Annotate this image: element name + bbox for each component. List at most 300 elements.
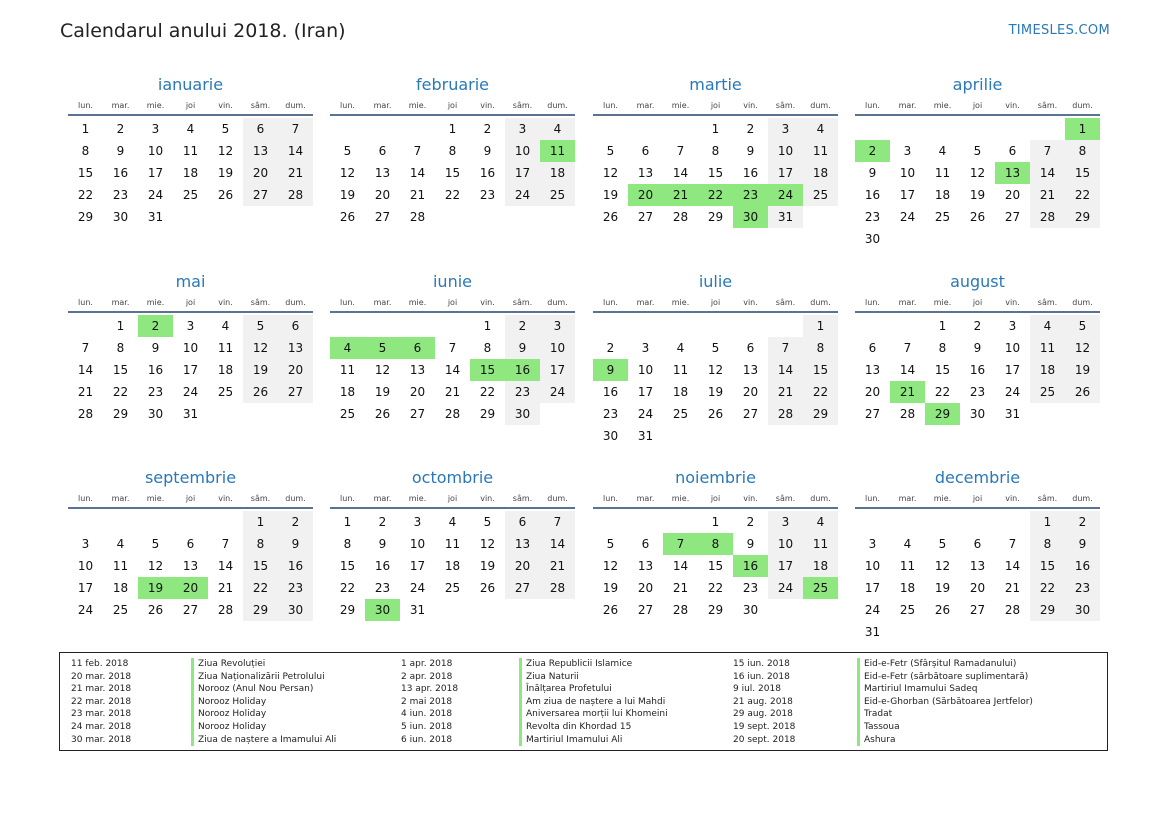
day-cell: 3 [81,537,90,551]
week-row [330,184,575,206]
day-cell: 4 [116,537,125,551]
day-cell: 8 [81,144,90,158]
day-cell: 26 [969,210,986,224]
week-row [68,403,313,425]
day-cell: 7 [413,144,422,158]
day-cell: 27 [637,603,654,617]
day-cell: 4 [1030,315,1065,337]
day-cell: 13 [409,363,426,377]
week-row [593,337,838,359]
day-cell: 17 [1004,363,1021,377]
day-cell: 1 [711,122,720,136]
holiday-names-column [191,658,336,746]
empty-day-cell [138,511,173,533]
empty-day-cell [663,511,698,533]
day-cell: 26 [602,210,619,224]
holiday-day-cell: 1 [1065,118,1100,140]
weekday-header [68,493,313,509]
month-februarie [330,73,575,228]
day-cell: 26 [707,407,724,421]
empty-day-cell [995,621,1030,643]
week-row [593,359,838,381]
week-row [68,511,313,533]
week-row [68,359,313,381]
weekday-label: mie. [408,494,427,503]
day-cell: 5 [606,537,615,551]
month-name: martie [689,75,742,94]
day-cell: 18 [899,581,916,595]
holiday-name: Norooz Holiday [198,721,267,732]
day-cell: 2 [278,511,313,533]
day-cell: 9 [151,341,160,355]
weekday-label: lun. [340,494,355,503]
day-cell: 28 [278,184,313,206]
holiday-dates-column [733,658,795,746]
day-cell: 24 [899,210,916,224]
day-cell: 30 [742,603,759,617]
holiday-name: Eid-e-Fetr (Sfârșitul Ramadanului) [864,659,1017,669]
day-cell: 19 [374,385,391,399]
month-octombrie [330,466,575,621]
day-cell: 8 [803,337,838,359]
holiday-date: 19 sept. 2018 [733,721,796,732]
weekday-label: joi [185,101,196,110]
day-cell: 14 [278,140,313,162]
empty-day-cell [855,315,890,337]
day-cell: 3 [413,515,422,529]
day-cell: 29 [243,599,278,621]
day-cell: 7 [768,337,803,359]
day-cell: 6 [641,537,650,551]
day-cell: 29 [339,603,356,617]
week-row [593,315,838,337]
day-cell: 7 [278,118,313,140]
week-row [330,511,575,533]
day-cell: 12 [374,363,391,377]
holiday-day-cell: 5 [365,337,400,359]
month-ianuarie [68,73,313,228]
month-name: februarie [415,75,490,94]
weekday-label: sâm. [512,494,533,503]
day-cell: 1 [711,515,720,529]
day-cell: 2 [606,341,615,355]
day-cell: 13 [374,166,391,180]
day-cell: 17 [768,555,803,577]
empty-day-cell [173,206,208,228]
day-cell: 5 [221,122,230,136]
day-cell: 8 [448,144,457,158]
week-row [68,381,313,403]
empty-day-cell [243,206,278,228]
day-cell: 22 [479,385,496,399]
weekday-header [593,100,838,116]
day-cell: 22 [1030,577,1065,599]
weekday-label: mie. [146,298,165,307]
day-cell: 19 [602,188,619,202]
day-cell: 16 [479,166,496,180]
day-cell: 4 [221,319,230,333]
day-cell: 15 [243,555,278,577]
day-cell: 1 [116,319,125,333]
weekday-label: vin. [480,494,495,503]
holiday-name: Martiriul Imamului Ali [526,734,623,745]
day-cell: 14 [899,363,916,377]
weekday-label: sâm. [250,298,271,307]
day-cell: 22 [77,188,94,202]
day-cell: 10 [409,537,426,551]
day-cell: 12 [339,166,356,180]
holiday-date: 21 aug. 2018 [733,696,793,707]
day-cell: 27 [637,210,654,224]
day-cell: 28 [444,407,461,421]
day-cell: 7 [903,341,912,355]
day-cell: 25 [1030,381,1065,403]
day-cell: 22 [1065,184,1100,206]
weekday-label: dum. [285,298,306,307]
weekday-label: mar. [898,494,917,503]
week-row [855,140,1100,162]
weekday-label: lun. [340,101,355,110]
holiday-day-cell: 11 [540,140,575,162]
day-cell: 10 [899,166,916,180]
weekday-label: vin. [1005,494,1020,503]
week-row [68,337,313,359]
week-row [855,577,1100,599]
week-row [68,533,313,555]
holiday-date: 30 mar. 2018 [71,734,132,745]
empty-day-cell [1030,403,1065,425]
empty-day-cell [68,511,103,533]
day-cell: 29 [707,603,724,617]
day-cell: 13 [864,363,881,377]
day-cell: 29 [479,407,496,421]
weekday-label: vin. [1005,101,1020,110]
week-row [68,555,313,577]
empty-day-cell [435,315,470,337]
day-cell: 15 [1030,555,1065,577]
day-cell: 24 [505,184,540,206]
weekday-label: dum. [285,494,306,503]
day-cell: 13 [182,559,199,573]
empty-day-cell [768,425,803,447]
day-cell: 3 [768,511,803,533]
day-cell: 12 [969,166,986,180]
day-cell: 4 [938,144,947,158]
week-row [330,555,575,577]
day-cell: 16 [864,188,881,202]
day-cell: 30 [1065,599,1100,621]
day-cell: 21 [672,581,689,595]
holiday-name: Eid-e-Ghorban (Sărbătoarea Jertfelor) [864,696,1033,707]
month-name: aprilie [952,75,1003,94]
day-cell: 24 [864,603,881,617]
week-row [330,577,575,599]
day-cell: 5 [1065,315,1100,337]
day-cell: 13 [637,559,654,573]
holiday-date: 13 apr. 2018 [401,684,459,695]
week-row [593,577,838,599]
day-cell: 7 [1008,537,1017,551]
weekday-label: vin. [480,101,495,110]
weekday-label: joi [710,298,721,307]
week-row [330,599,575,621]
day-cell: 20 [742,385,759,399]
day-cell: 6 [378,144,387,158]
day-cell: 8 [483,341,492,355]
holiday-name: Ziua Revoluției [198,659,266,669]
holiday-day-cell: 30 [733,206,768,228]
day-cell: 21 [77,385,94,399]
day-cell: 24 [1004,385,1021,399]
day-cell: 22 [339,581,356,595]
day-cell: 18 [182,166,199,180]
day-cell: 21 [1004,581,1021,595]
month-iunie [330,270,575,425]
day-cell: 19 [969,188,986,202]
day-cell: 21 [278,162,313,184]
day-cell: 26 [602,603,619,617]
day-cell: 20 [278,359,313,381]
day-cell: 7 [540,511,575,533]
day-cell: 11 [444,537,461,551]
week-row [855,555,1100,577]
weekday-label: joi [972,298,983,307]
week-row [855,533,1100,555]
day-cell: 18 [444,559,461,573]
holiday-day-cell: 4 [330,337,365,359]
day-cell: 2 [378,515,387,529]
day-cell: 26 [339,210,356,224]
day-cell: 7 [1030,140,1065,162]
day-cell: 14 [672,166,689,180]
day-cell: 26 [479,581,496,595]
day-cell: 14 [540,533,575,555]
holiday-day-cell: 16 [505,359,540,381]
month-name: iunie [432,272,472,291]
weekday-label: dum. [547,298,568,307]
holiday-date: 29 aug. 2018 [733,709,793,720]
day-cell: 28 [217,603,234,617]
day-cell: 31 [1004,407,1021,421]
day-cell: 22 [444,188,461,202]
weekday-label: sâm. [1037,101,1058,110]
day-cell: 4 [676,341,685,355]
weekday-label: sâm. [775,298,796,307]
weekday-label: sâm. [512,298,533,307]
empty-day-cell [593,511,628,533]
week-row [68,577,313,599]
day-cell: 6 [186,537,195,551]
day-cell: 25 [803,184,838,206]
day-cell: 4 [803,511,838,533]
day-cell: 6 [973,537,982,551]
weekday-label: sâm. [775,494,796,503]
day-cell: 6 [505,511,540,533]
holiday-date: 2 apr. 2018 [401,671,453,682]
holiday-day-cell: 30 [365,599,400,621]
day-cell: 26 [147,603,164,617]
day-cell: 13 [278,337,313,359]
weekday-label: lun. [78,298,93,307]
empty-day-cell [208,206,243,228]
week-row [593,425,838,447]
month-martie [593,73,838,228]
day-cell: 14 [409,166,426,180]
day-cell: 1 [448,122,457,136]
holiday-names-column [857,658,1033,746]
month-name: ianuarie [157,75,224,94]
empty-day-cell [803,425,838,447]
empty-day-cell [278,206,313,228]
day-cell: 12 [602,559,619,573]
weekday-label: joi [710,494,721,503]
day-cell: 1 [1030,511,1065,533]
day-cell: 8 [343,537,352,551]
day-cell: 28 [768,403,803,425]
day-cell: 5 [711,341,720,355]
week-row [593,403,838,425]
week-row [855,315,1100,337]
empty-day-cell [628,315,663,337]
day-cell: 15 [77,166,94,180]
day-cell: 24 [77,603,94,617]
day-cell: 25 [112,603,129,617]
day-cell: 10 [147,144,164,158]
empty-day-cell [960,228,995,250]
day-cell: 23 [742,581,759,595]
weekday-label: joi [972,101,983,110]
day-cell: 6 [746,341,755,355]
empty-day-cell [960,621,995,643]
day-cell: 12 [479,537,496,551]
day-cell: 11 [217,341,234,355]
empty-day-cell [435,206,470,228]
day-cell: 20 [243,162,278,184]
day-cell: 17 [540,359,575,381]
week-row [855,118,1100,140]
holiday-name: Am ziua de naștere a lui Mahdi [526,696,666,707]
empty-day-cell [593,118,628,140]
day-cell: 14 [77,363,94,377]
site-logo-link[interactable]: TIMESLES.COM [1008,23,1110,38]
day-cell: 21 [540,555,575,577]
day-cell: 19 [602,581,619,595]
holiday-date: 22 mar. 2018 [71,696,132,707]
day-cell: 18 [803,162,838,184]
week-row [855,162,1100,184]
day-cell: 23 [602,407,619,421]
weekday-label: dum. [1072,298,1093,307]
weekday-label: vin. [480,298,495,307]
day-cell: 11 [803,140,838,162]
empty-day-cell [890,621,925,643]
day-cell: 28 [1004,603,1021,617]
day-cell: 6 [243,118,278,140]
day-cell: 8 [1030,533,1065,555]
empty-day-cell [890,118,925,140]
day-cell: 7 [221,537,230,551]
holiday-date: 21 mar. 2018 [71,684,132,695]
week-row [68,315,313,337]
month-name: mai [175,272,206,291]
day-cell: 31 [864,625,881,639]
day-cell: 7 [448,341,457,355]
day-cell: 20 [1004,188,1021,202]
holiday-day-cell: 9 [593,359,628,381]
day-cell: 9 [1065,533,1100,555]
empty-day-cell [1030,228,1065,250]
day-cell: 29 [77,210,94,224]
day-cell: 4 [540,118,575,140]
weekday-label: mie. [671,494,690,503]
day-cell: 4 [903,537,912,551]
holiday-name: Înălțarea Profetului [526,684,612,695]
weekday-header [855,297,1100,313]
empty-day-cell [803,599,838,621]
day-cell: 15 [444,166,461,180]
day-cell: 31 [409,603,426,617]
week-row [68,184,313,206]
weekday-label: joi [185,298,196,307]
weekday-label: sâm. [250,494,271,503]
week-row [855,337,1100,359]
holiday-date: 5 iun. 2018 [401,721,453,732]
day-cell: 8 [711,144,720,158]
day-cell: 19 [479,559,496,573]
week-row [855,206,1100,228]
month-iulie [593,270,838,447]
day-cell: 18 [339,385,356,399]
day-cell: 1 [343,515,352,529]
day-cell: 21 [768,381,803,403]
day-cell: 11 [672,363,689,377]
empty-day-cell [278,403,313,425]
empty-day-cell [365,118,400,140]
weekday-label: sâm. [250,101,271,110]
day-cell: 10 [768,533,803,555]
holiday-list [59,652,1108,751]
day-cell: 5 [606,144,615,158]
holiday-name: Norooz Holiday [198,696,267,707]
empty-day-cell [68,315,103,337]
day-cell: 10 [1004,341,1021,355]
day-cell: 23 [864,210,881,224]
empty-day-cell [855,511,890,533]
day-cell: 30 [969,407,986,421]
day-cell: 16 [969,363,986,377]
day-cell: 20 [969,581,986,595]
day-cell: 10 [637,363,654,377]
day-cell: 23 [147,385,164,399]
holiday-date: 2 mai 2018 [401,696,453,707]
month-decembrie [855,466,1100,643]
weekday-label: lun. [78,494,93,503]
holiday-day-cell: 23 [733,184,768,206]
holiday-date: 20 mar. 2018 [71,671,132,682]
day-cell: 2 [1065,511,1100,533]
holiday-name: Ziua de naștere a Imamului Ali [198,734,337,745]
day-cell: 3 [186,319,195,333]
week-row [855,511,1100,533]
day-cell: 13 [742,363,759,377]
weekday-label: mar. [373,494,392,503]
day-cell: 9 [746,537,755,551]
weekday-header [68,297,313,313]
day-cell: 30 [112,210,129,224]
day-cell: 24 [182,385,199,399]
empty-day-cell [330,315,365,337]
weekday-label: mie. [146,101,165,110]
